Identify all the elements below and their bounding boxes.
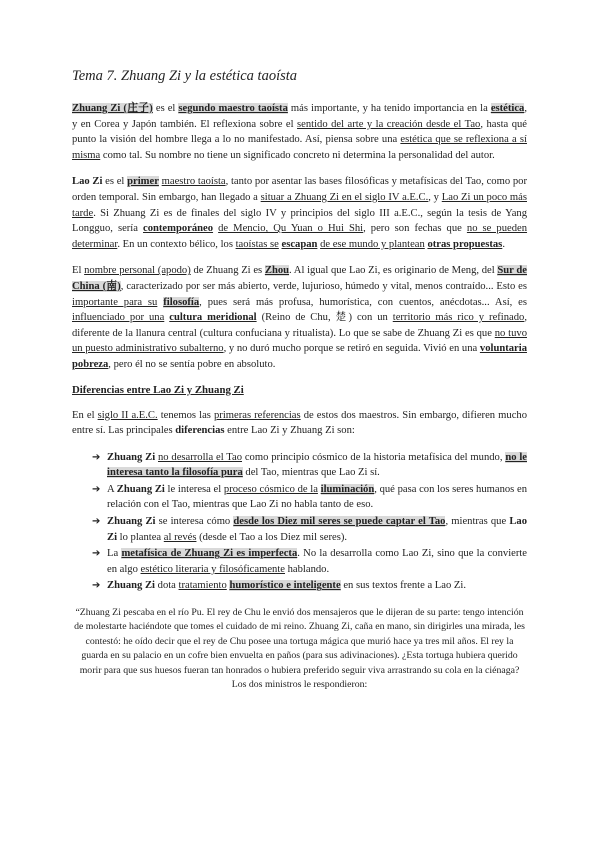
right-arrow-icon: ➔ <box>92 516 101 528</box>
text-run: no se pueden determinar <box>72 223 528 250</box>
text-run: Zhou <box>264 265 290 277</box>
text-run: , diferente de la llanura central (cultura confuciana y ritualista). Lo que se sabe de Zhuang Zi es que <box>72 312 528 339</box>
text-run: maestro taoísta <box>161 176 226 188</box>
text-run: situar a Zhuang Zi en el siglo IV a.E.C. <box>260 191 429 203</box>
text-run: (desde el Tao a los Diez mil seres). <box>196 531 348 543</box>
text-run: , y <box>428 191 442 203</box>
text-run: , hasta qué punto la visión del hombre llega a lo no manifestado. Así, piensa sobre una <box>72 118 527 146</box>
list-item <box>92 578 527 594</box>
text-run: estético literaria y filosóficamente <box>140 563 285 575</box>
text-run: Zhuang Zi <box>107 580 155 592</box>
text-run: en sus textos frente a Lao Zi. <box>340 580 466 592</box>
list-item <box>92 514 527 545</box>
text-run: tratamiento <box>178 580 227 592</box>
text-run: . Al igual que Lao Zi, es originario de Meng, del <box>289 265 498 277</box>
text-run: (Reino de Chu, 楚) con un <box>256 312 393 324</box>
block-quote: “Zhuang Zi pescaba en el río Pu. El rey de Chu le envió dos mensajeros que le dijeran de su parte: tengo intención de molestarte haciéndote que tomes el cuidado de mi reino. Zhuang Zi, caña en mano, sin dirigirles una mirada, les contestó: he oído decir que el rey de Chu posee una tortuga mágica que murió hace ya tres mil años. El rey la guarda en su palacio en un cofre bien envuelta en paños (para sus adivinaciones). ¿Esta tortuga hubiera querido morir para que sus huesos fueran tan honrados o hubiera preferido seguir viva arrastrando su cola en la ciénaga? Los dos ministros le respondieron: <box>74 607 525 691</box>
text-run: Lao Zi un poco más tarde <box>72 191 527 219</box>
text-run: sentido del arte y la creación desde el Tao <box>297 118 481 130</box>
text-run: Lao Zi <box>107 516 527 543</box>
right-arrow-icon: ➔ <box>92 548 101 560</box>
paragraph-lao-zi <box>72 174 527 252</box>
text-run: proceso cósmico de la <box>223 483 318 495</box>
text-run: se interesa cómo <box>155 516 234 528</box>
text-run: dota <box>155 580 179 592</box>
text-run: como tal. Su nombre no tiene un significado concreto ni determina la personalidad del autor. <box>100 149 495 161</box>
differences-list <box>72 450 527 594</box>
text-run: escapan <box>281 238 318 250</box>
paragraph-zhuang-zi-intro <box>72 101 527 163</box>
text-run: , y en Corea y Japón también. El reflexiona sobre el <box>72 103 527 130</box>
text-run: filosofía <box>163 296 200 308</box>
right-arrow-icon: ➔ <box>92 483 101 495</box>
text-run: importante para su <box>72 296 158 308</box>
text-run: humorístico e inteligente <box>229 580 341 592</box>
text-run: contemporáneo <box>143 223 214 235</box>
text-run: , tanto por asentar las bases filosóficas y metafísicas del Tao, como por orden temporal. Sin embargo, han llegado a <box>72 176 528 203</box>
text-run: del Tao, mientras que Lao Zi sí. <box>242 467 380 479</box>
text-run: de Mencio, Qu Yuan o Hui Shi <box>218 223 364 235</box>
text-run: al revés <box>163 531 197 543</box>
text-run: hablando. <box>284 563 330 575</box>
text-run: es el <box>152 103 179 114</box>
section-heading-differences: Diferencias entre Lao Zi y Zhuang Zi <box>72 383 244 396</box>
right-arrow-icon: ➔ <box>92 580 101 592</box>
text-run: , qué pasa con los seres humanos en relación con el Tao, mientras que Lao Zi no habla tanto de eso. <box>107 483 528 511</box>
text-run: . Si Zhuang Zi es de finales del siglo IV y principios del siglo III a.E.C., según la tesis de Yang Longguo, sería <box>72 207 527 235</box>
text-run: , caracterizado por ser más abierto, verde, lujurioso, húmedo y vital, menos contraído... Esto es <box>120 280 527 292</box>
text-run: no le interesa tanto la filosofía pura <box>107 451 527 479</box>
text-run: Sur de China (南) <box>72 265 527 292</box>
text-run: Zhuang Zi <box>107 516 156 528</box>
text-run: es el <box>102 176 128 188</box>
text-run: Zhuang Zi <box>107 451 156 463</box>
text-run: diferencias <box>175 425 225 437</box>
text-run: Zhuang Zi <box>116 483 165 495</box>
list-item <box>92 546 527 577</box>
text-run: desde los Diez mil seres se puede captar el Tao <box>233 516 446 528</box>
text-run: metafísica de Zhuang Zi es imperfecta <box>121 548 298 560</box>
list-item <box>92 450 527 481</box>
document-page <box>72 68 527 692</box>
text-run: , mientras que <box>445 516 510 528</box>
text-run: tenemos las <box>157 409 214 421</box>
text-run: La <box>107 548 122 560</box>
paragraph-differences-intro <box>72 408 527 439</box>
text-run: otras propuestas <box>427 238 503 250</box>
list-item <box>92 482 527 513</box>
text-run: En el <box>72 409 98 421</box>
text-run: territorio más rico y refinado <box>392 312 525 324</box>
text-run: primer <box>127 176 159 188</box>
text-run: A <box>107 483 117 495</box>
text-run: le interesa el <box>164 483 224 495</box>
text-run: influenciado por una <box>72 312 165 324</box>
text-run: primeras referencias <box>214 409 301 421</box>
text-run: . En un contexto bélico, los <box>117 238 236 250</box>
text-run: estética que se reflexiona a sí misma <box>72 134 527 161</box>
text-run: segundo maestro taoísta <box>178 103 288 114</box>
text-run: siglo II a.E.C. <box>97 409 158 421</box>
text-run: de ese mundo y plantean <box>320 238 425 250</box>
text-run: iluminación <box>320 483 375 495</box>
text-run: más importante, y ha tenido importancia en la <box>287 103 491 114</box>
text-run: taoístas se <box>235 238 279 250</box>
text-run: , pues será más profusa, humorística, con cuentos, anécdotas... Así, es <box>199 296 528 308</box>
text-run: no desarrolla el Tao <box>158 451 243 463</box>
text-run: voluntaria pobreza <box>72 343 527 370</box>
text-run: nombre personal (apodo) <box>84 265 191 277</box>
text-run: El <box>72 265 85 277</box>
text-run: de estos dos maestros. Sin embargo, difieren mucho entre sí. Las principales <box>72 409 528 437</box>
text-run: , pero él no se sentía pobre en absoluto. <box>108 358 276 370</box>
paragraph-zhou-origin <box>72 263 527 372</box>
text-run: . <box>502 238 505 250</box>
text-run: . No la desarrolla como Lao Zi, sino que la convierte en algo <box>107 548 528 575</box>
right-arrow-icon: ➔ <box>92 451 101 463</box>
page-title: Tema 7. Zhuang Zi y la estética taoísta <box>72 68 298 84</box>
text-run: entre Lao Zi y Zhuang Zi son: <box>224 425 355 437</box>
text-run: Lao Zi <box>72 176 103 188</box>
text-run: , y no duró mucho porque se retiró en seguida. Vivió en una <box>223 343 480 355</box>
text-run: cultura meridional <box>169 312 257 324</box>
text-run: de Zhuang Zi es <box>190 265 265 277</box>
text-run: como principio cósmico de la historia metafísica del mundo, <box>242 451 506 463</box>
text-run: lo plantea <box>117 531 164 543</box>
text-run: estética <box>490 103 525 114</box>
text-run: Zhuang Zi (庄子) <box>72 103 153 114</box>
text-run: no tuvo un puesto administrativo subalterno <box>72 327 527 355</box>
text-run: , pero son fechas que <box>363 223 467 235</box>
